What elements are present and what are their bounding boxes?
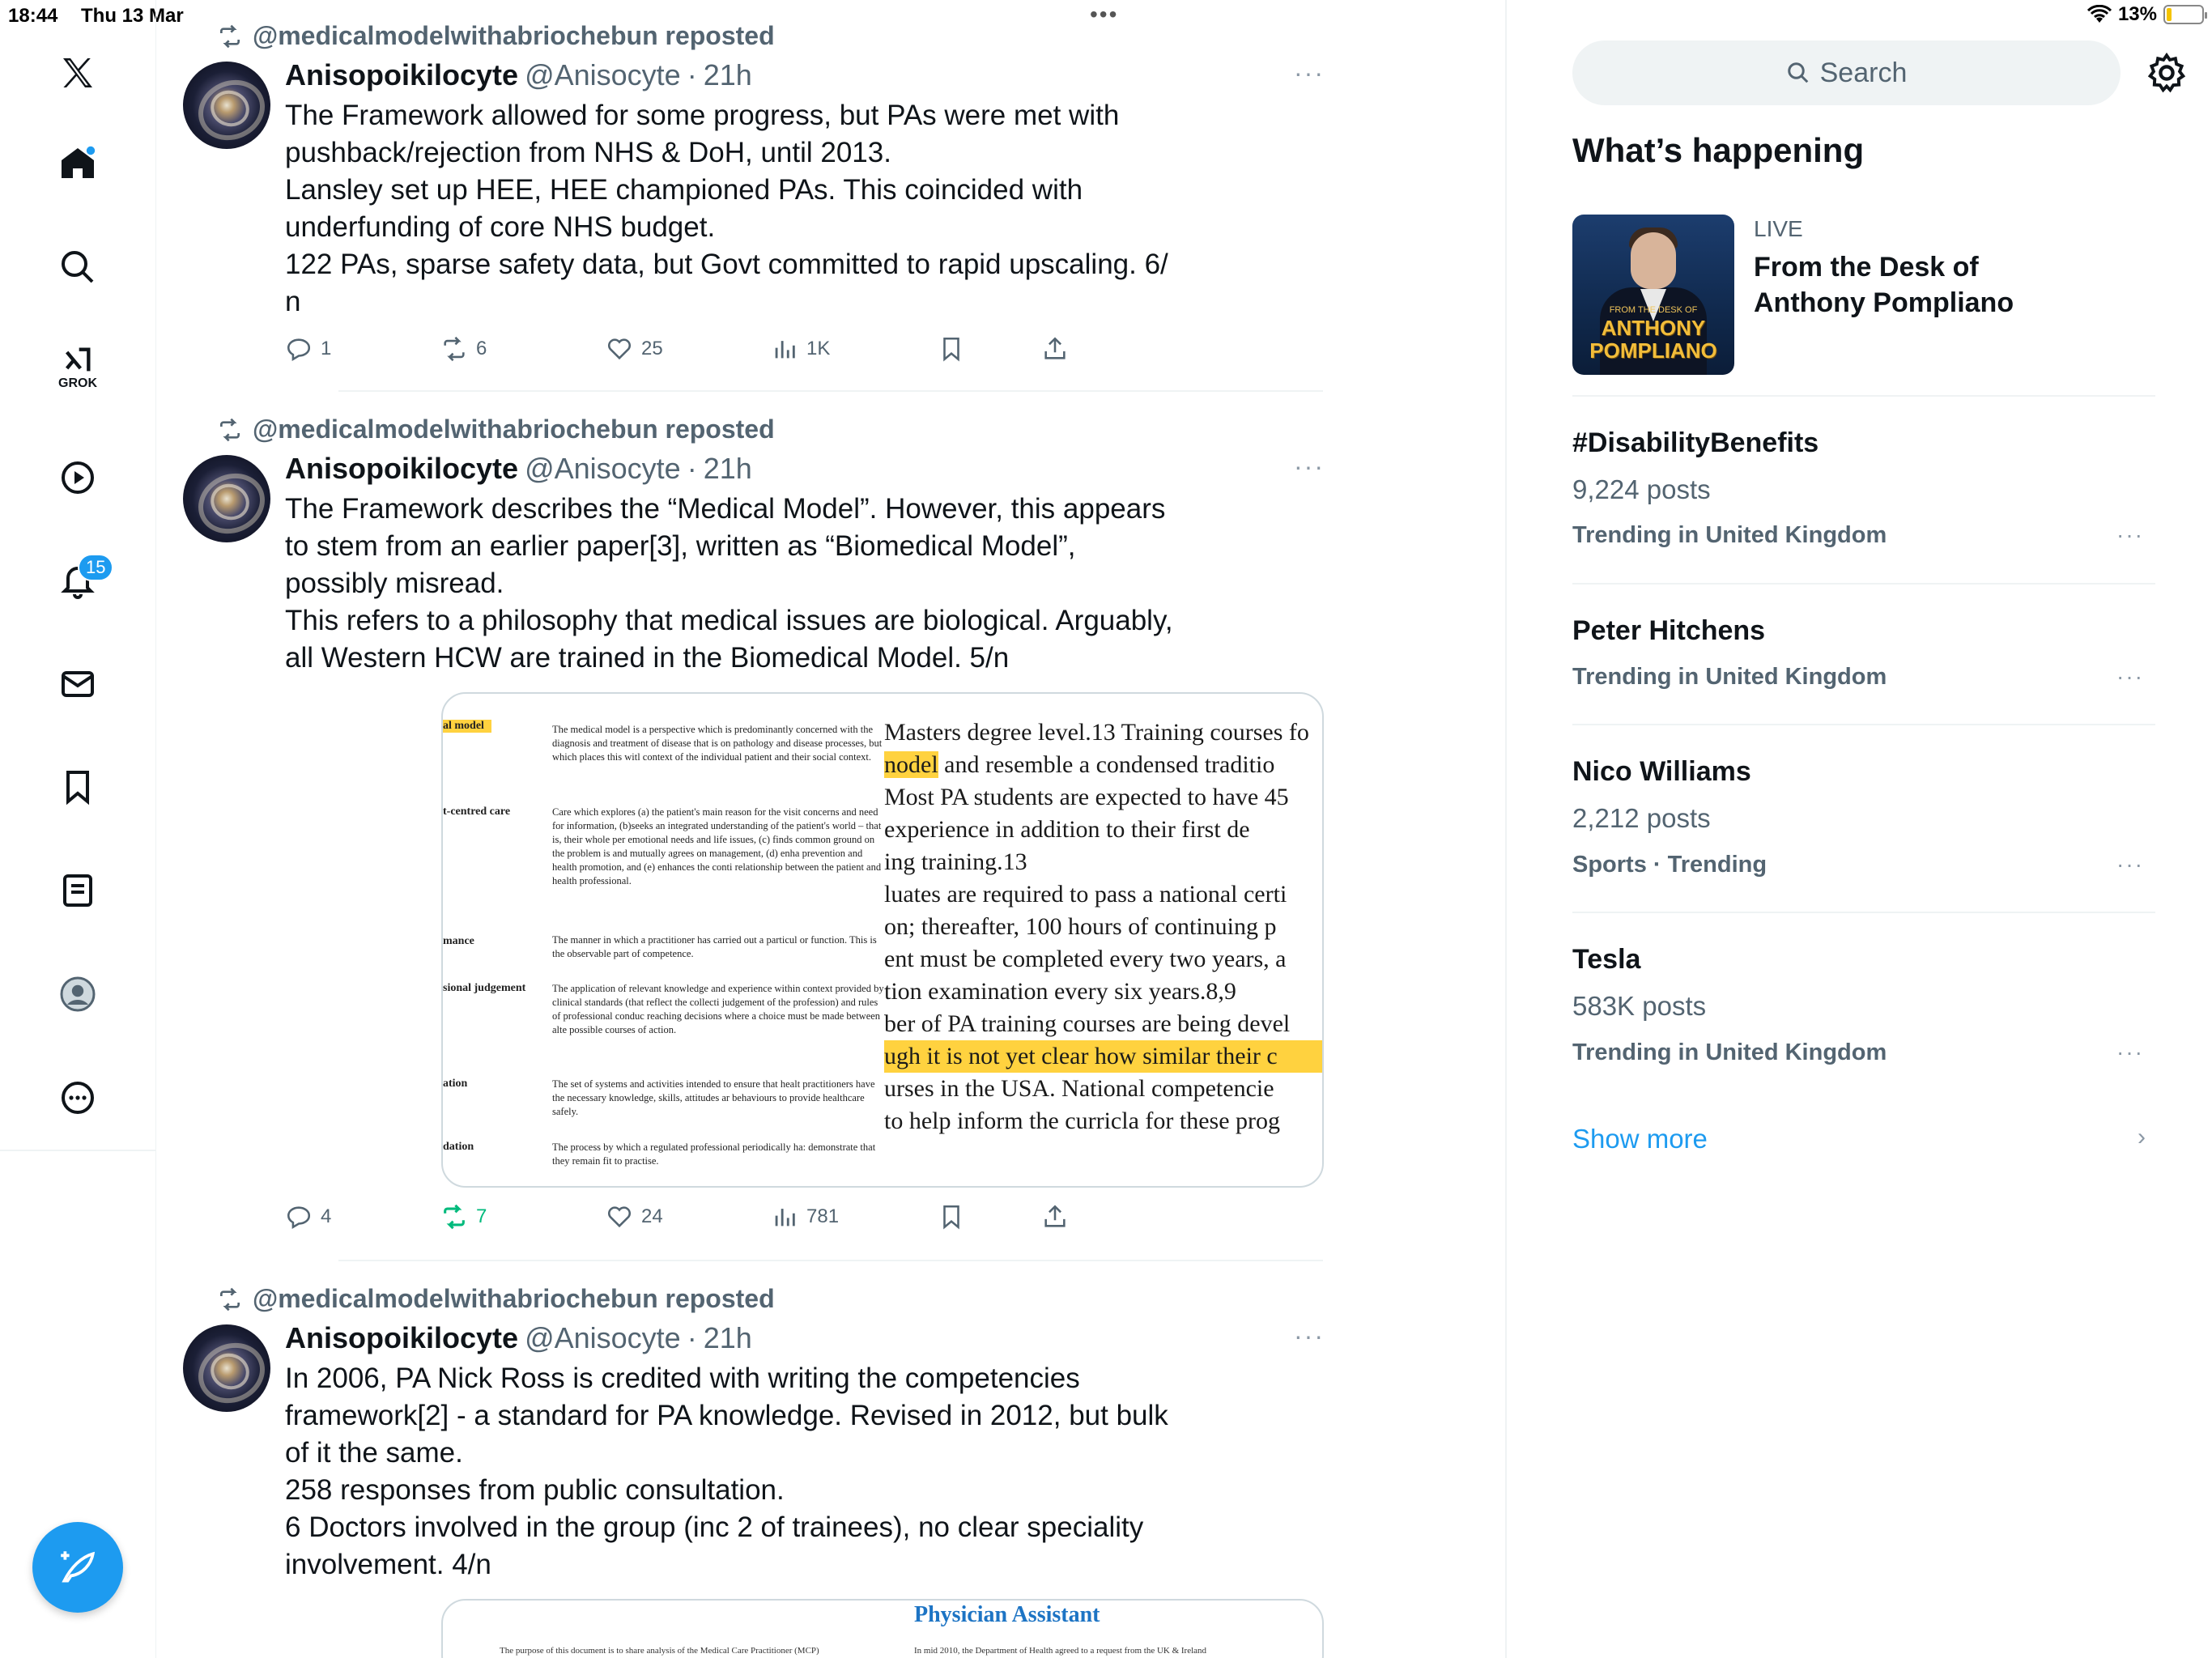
grok-label: GROK (58, 376, 97, 390)
tweet-text (285, 1360, 1329, 1584)
glossary-term: sional judgement (443, 982, 526, 994)
like-count: 25 (641, 338, 663, 359)
trend-context: Trending in United Kingdom (1572, 664, 1887, 690)
author-handle[interactable]: @Anisocyte (525, 58, 681, 91)
repost-count: 6 (476, 338, 487, 359)
trend-context: Trending in United Kingdom (1572, 522, 1887, 548)
more-icon[interactable] (53, 1073, 102, 1122)
document-line: tion examination every six years.8,9 (884, 978, 1236, 1005)
search-icon[interactable] (53, 243, 102, 291)
document-line: Most PA students are expected to have 45 (884, 784, 1289, 810)
share-icon (1041, 335, 1069, 363)
trend-more-button[interactable]: ··· (2116, 664, 2144, 689)
document-glossary (443, 694, 884, 1188)
tweet-line: pushback/rejection from NHS & DoH, until 2013. (285, 137, 891, 168)
view-count: 1K (806, 338, 831, 359)
search-icon (1786, 61, 1810, 85)
bookmark-icon (938, 335, 965, 363)
repost-indicator[interactable] (217, 1284, 775, 1314)
document-line: ugh it is not yet clear how similar their c (884, 1040, 1324, 1073)
bookmark-button[interactable] (938, 335, 965, 363)
share-button[interactable] (1041, 1203, 1069, 1231)
tweet-text (285, 97, 1329, 321)
live-thumbnail[interactable] (1572, 215, 1734, 375)
repost-indicator[interactable] (217, 414, 775, 444)
profile-icon[interactable] (53, 970, 102, 1018)
heart-icon (606, 1203, 633, 1231)
compose-post-icon (57, 1547, 98, 1588)
glossary-definition: The medical model is a perspective which is predominantly concerned with the diagnosis and treatment of disease that is on pathology and disease processes, but which places this witl context of the individual patient and their social context. (552, 724, 883, 763)
tweet-line: involvement. 4/n (285, 1549, 491, 1580)
view-count: 781 (806, 1205, 840, 1227)
author-name[interactable]: Anisopoikilocyte (285, 1321, 519, 1354)
trend-name[interactable]: #DisabilityBenefits (1572, 427, 1819, 458)
like-button[interactable] (606, 1203, 663, 1231)
views-icon (771, 335, 798, 363)
trend-context: Trending in United Kingdom (1572, 1039, 1887, 1065)
repost-by: @medicalmodelwithabriochebun reposted (253, 414, 775, 444)
video-icon[interactable] (53, 453, 102, 502)
tweet-line: 6 Doctors involved in the group (inc 2 of trainees), no clear speciality (285, 1511, 1144, 1543)
document-title: Physician Assistant (914, 1602, 1100, 1627)
repost-button[interactable] (440, 1203, 487, 1231)
show-more-link[interactable]: Show more (1572, 1124, 1708, 1154)
trend-context: Sports · Trending (1572, 852, 1767, 878)
live-title-line: From the Desk of (1754, 252, 1979, 283)
messages-icon[interactable] (53, 660, 102, 708)
trend-more-button[interactable]: ··· (2116, 1039, 2144, 1065)
notification-badge: 15 (78, 554, 113, 581)
glossary-term: mance (443, 935, 474, 947)
repost-icon (217, 23, 243, 49)
left-navigation (0, 0, 156, 1658)
status-date: Thu 13 Mar (81, 5, 184, 27)
tweet-more-button[interactable]: ··· (1294, 1321, 1325, 1350)
tweet-line: 258 responses from public consultation. (285, 1474, 785, 1506)
author-handle[interactable]: @Anisocyte (525, 1321, 681, 1354)
bookmark-icon (938, 1203, 965, 1231)
tweet-time[interactable]: 21h (703, 452, 752, 485)
repost-button[interactable] (440, 335, 487, 363)
repost-by: @medicalmodelwithabriochebun reposted (253, 21, 775, 50)
document-body (884, 694, 1324, 1188)
trend-more-button[interactable]: ··· (2116, 522, 2144, 547)
trend-name[interactable]: Tesla (1572, 944, 1641, 975)
repost-count: 7 (476, 1205, 487, 1227)
battery-icon (2163, 5, 2204, 24)
trend-count: 583K posts (1572, 991, 1707, 1021)
glossary-term: ation (443, 1078, 468, 1090)
document-line: In mid 2010, the Department of Health agreed to a request from the UK & Ireland (914, 1646, 1207, 1656)
views-button[interactable] (771, 1203, 839, 1231)
tweet-text (285, 491, 1329, 677)
trend-name[interactable]: Nico Williams (1572, 756, 1751, 787)
tweet-line: This refers to a philosophy that medical issues are biological. Arguably, (285, 605, 1173, 636)
glossary-definition: The set of systems and activities intended to ensure that healt practitioners have the necessary knowledge, skills, attitudes ar behaviours to provide healthcare safely. (552, 1078, 875, 1117)
reply-button[interactable] (285, 335, 331, 363)
like-count: 24 (641, 1205, 663, 1227)
avatar[interactable] (183, 62, 270, 149)
thumbnail-title: ANTHONY POMPLIANO (1589, 316, 1717, 363)
avatar[interactable] (183, 455, 270, 542)
share-button[interactable] (1041, 335, 1069, 363)
tweet-time[interactable]: 21h (703, 58, 752, 91)
repost-icon (217, 1286, 243, 1312)
trend-more-button[interactable]: ··· (2116, 852, 2144, 877)
compose-post-button[interactable] (32, 1522, 123, 1613)
grok-icon[interactable] (53, 343, 102, 392)
author-name[interactable]: Anisopoikilocyte (285, 452, 519, 485)
heart-icon (606, 335, 633, 363)
tweet-header (285, 1321, 752, 1355)
repost-icon (440, 335, 468, 363)
avatar[interactable] (183, 1324, 270, 1412)
repost-icon (440, 1203, 468, 1231)
search-placeholder: Search (1819, 57, 1908, 88)
tweet-line: possibly misread. (285, 568, 504, 599)
tweet-line: The Framework allowed for some progress, but PAs were met with (285, 100, 1120, 131)
settings-gear-icon[interactable] (2146, 52, 2188, 94)
author-handle[interactable]: @Anisocyte (525, 452, 681, 485)
document-line: ing training.13 (884, 848, 1027, 875)
tweet-more-button[interactable]: ··· (1294, 452, 1325, 481)
views-button[interactable] (771, 335, 830, 363)
battery-percent: 13% (2117, 3, 2157, 25)
wifi-icon (2087, 5, 2112, 24)
repost-indicator[interactable] (217, 21, 775, 51)
tweet-line: underfunding of core NHS budget. (285, 211, 716, 243)
document-line: The purpose of this document is to share analysis of the Medical Care Practitioner (MCP) (500, 1646, 819, 1656)
reply-icon (285, 335, 313, 363)
live-title[interactable] (1754, 249, 2014, 321)
live-label: LIVE (1754, 216, 1803, 241)
tweet-time[interactable]: 21h (703, 1321, 752, 1354)
tweet-line: 122 PAs, sparse safety data, but Govt committed to rapid upscaling. 6/ (285, 249, 1168, 280)
glossary-term: t-centred care (443, 806, 511, 818)
status-time: 18:44 (8, 5, 58, 27)
tweet-more-button[interactable]: ··· (1294, 58, 1325, 87)
multitasking-dots[interactable]: ••• (1090, 2, 1119, 27)
home-icon[interactable] (53, 139, 102, 188)
document-line: ber of PA training courses are being devel (884, 1010, 1291, 1037)
reply-count: 4 (321, 1205, 332, 1227)
repost-by: @medicalmodelwithabriochebun reposted (253, 1284, 775, 1313)
x-logo-icon[interactable] (53, 49, 102, 97)
tweet-line: n (285, 286, 301, 317)
repost-icon (217, 417, 243, 443)
lists-icon[interactable] (53, 866, 102, 915)
tweet-line: Lansley set up HEE, HEE championed PAs. This coincided with (285, 174, 1083, 206)
like-button[interactable] (606, 335, 663, 363)
document-line: Masters degree level.13 Training courses fo (884, 719, 1309, 746)
tweet-actions (285, 1203, 1329, 1235)
chevron-right-icon[interactable]: › (2138, 1124, 2146, 1150)
views-icon (771, 1203, 798, 1231)
glossary-definition: The manner in which a practitioner has carried out a particul or function. This is the observable part of competence. (552, 934, 877, 959)
document-line: on; thereafter, 100 hours of continuing p (884, 913, 1277, 940)
tweet-image[interactable] (441, 1599, 1324, 1658)
tweet-image[interactable] (441, 692, 1324, 1188)
glossary-term: al model (443, 720, 491, 733)
trend-count: 9,224 posts (1572, 474, 1711, 504)
tweet-actions (285, 335, 1329, 368)
reply-count: 1 (321, 338, 332, 359)
glossary-term: dation (443, 1141, 474, 1153)
glossary-definition: The process by which a regulated professional periodically ha: demonstrate that they remain fit to practise. (552, 1141, 876, 1167)
author-name[interactable]: Anisopoikilocyte (285, 58, 519, 91)
document-line: to help inform the curricla for these prog (884, 1107, 1280, 1134)
trend-count: 2,212 posts (1572, 803, 1711, 833)
tweet-line: framework[2] - a standard for PA knowledge. Revised in 2012, but bulk (285, 1400, 1168, 1431)
status-right (2087, 3, 2204, 26)
document-line: nodel and resemble a condensed traditio (884, 751, 1275, 778)
glossary-definition: The application of relevant knowledge and experience within context provided by clinical standards (that reflect the collecti judgement of the profession) and rules of professional conduc reaching decisions where a choice must be made between alte possible courses of action. (552, 983, 884, 1035)
tweet-line: all Western HCW are trained in the Biomedical Model. 5/n (285, 642, 1010, 674)
thumbnail-caption: FROM THE DESK OF (1609, 305, 1698, 315)
highlighted-text: nodel (884, 751, 938, 778)
document-line: luates are required to pass a national certi (884, 881, 1287, 908)
trend-name[interactable]: Peter Hitchens (1572, 615, 1766, 646)
share-icon (1041, 1203, 1069, 1231)
separator: · (687, 452, 697, 485)
tweet-line: to stem from an earlier paper[3], written as “Biomedical Model”, (285, 530, 1076, 562)
document-line: urses in the USA. National competencie (884, 1075, 1274, 1102)
search-input[interactable] (1572, 40, 2121, 105)
document-line: experience in addition to their first de (884, 816, 1250, 843)
bookmarks-icon[interactable] (53, 763, 102, 811)
separator: · (687, 1321, 697, 1354)
tweet-line: of it the same. (285, 1437, 463, 1469)
section-title: What’s happening (1572, 131, 1865, 169)
tweet-line: The Framework describes the “Medical Model”. However, this appears (285, 493, 1166, 525)
bookmark-button[interactable] (938, 1203, 965, 1231)
reply-button[interactable] (285, 1203, 331, 1231)
tweet-line: In 2006, PA Nick Ross is credited with writing the competencies (285, 1363, 1080, 1394)
live-title-line: Anthony Pompliano (1754, 287, 2014, 318)
tweet-header (285, 58, 752, 92)
tweet-header (285, 452, 752, 486)
document-line: ent must be completed every two years, a (884, 946, 1287, 972)
separator: · (687, 58, 697, 91)
reply-icon (285, 1203, 313, 1231)
glossary-definition: Care which explores (a) the patient's main reason for the visit concerns and need for information, (b)seeks an integrated understanding of the patient's world – that is, their whole per emotional needs and life issues, (c) finds common ground on the problem is and mutually agrees on management, (d) enha prevention and health promotion, and (e) enhances the conti relationship between the patient and health professional. (552, 806, 882, 886)
